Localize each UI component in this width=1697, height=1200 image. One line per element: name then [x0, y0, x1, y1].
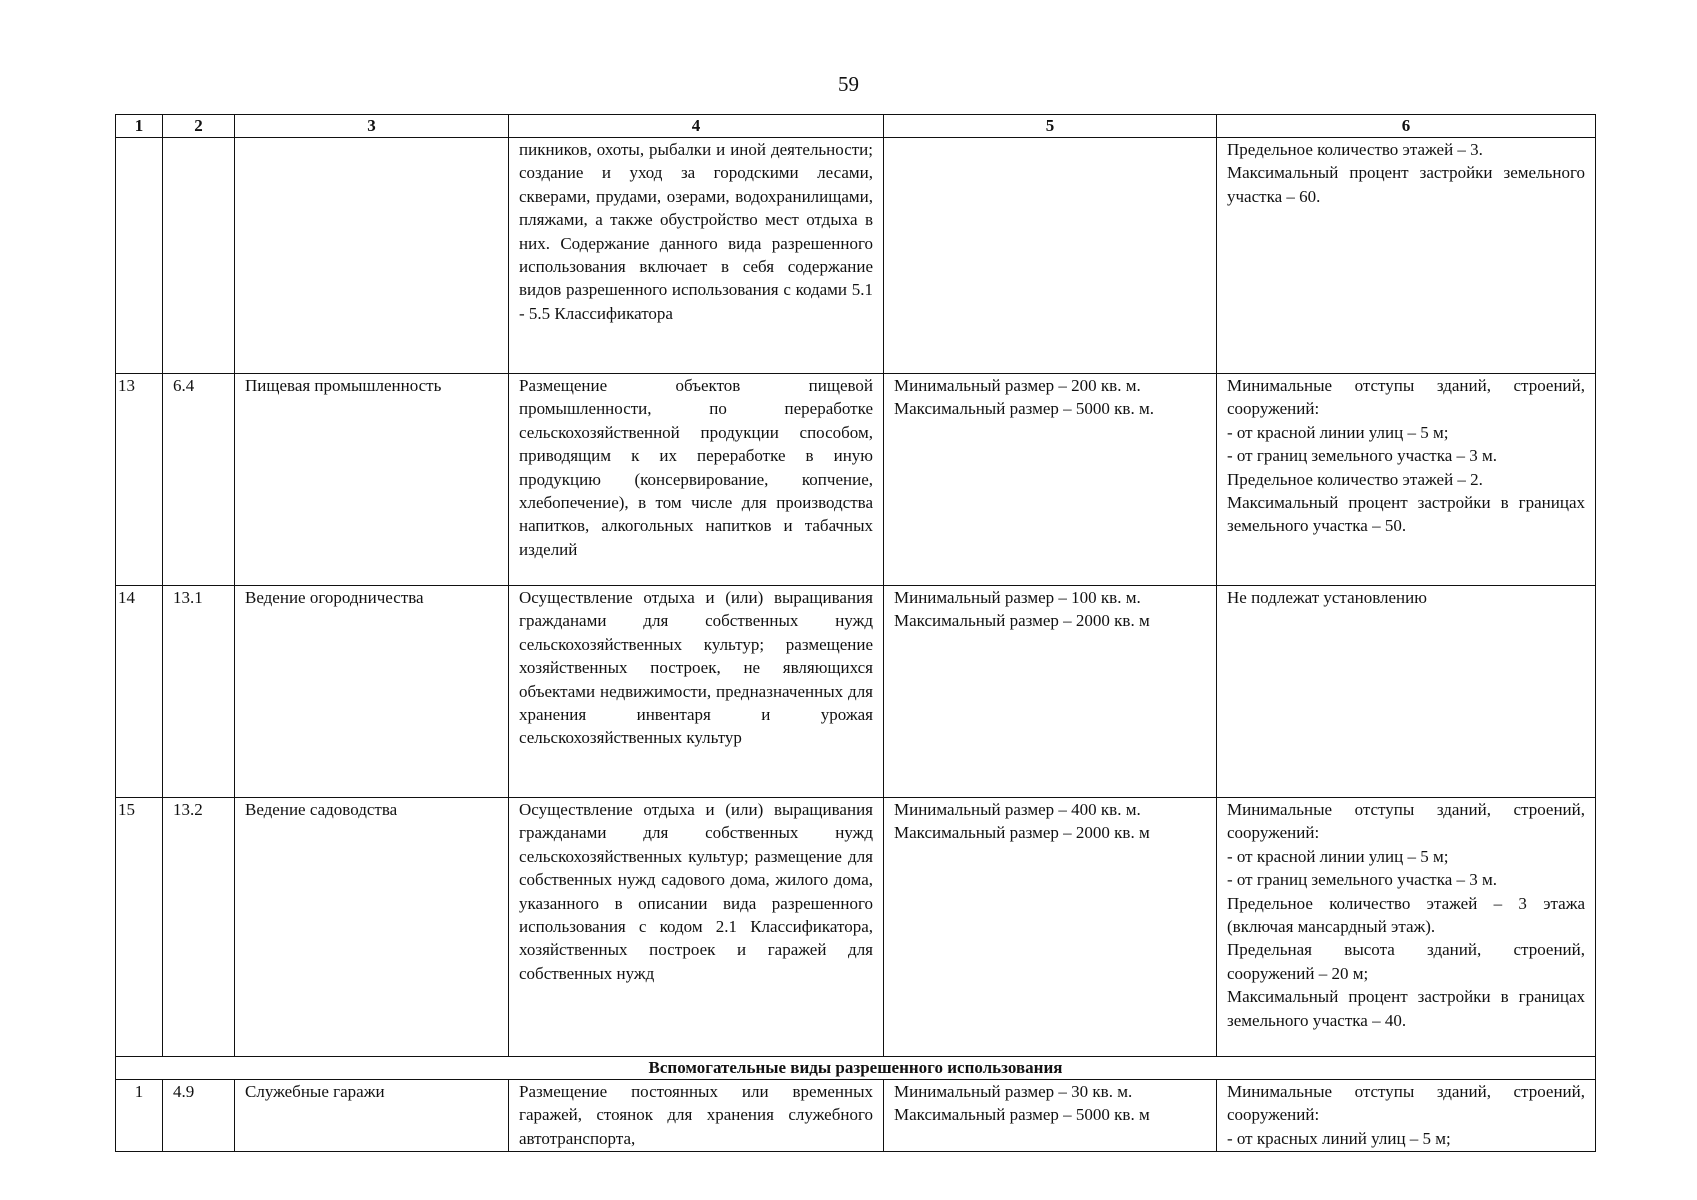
page-number: 59 — [838, 72, 859, 96]
size-max: Максимальный размер – 2000 кв. м — [894, 823, 1150, 843]
row-description: Размещение объектов пищевой промышленности, по переработке сельскохозяйственной продукции способом, приводящим к их переработке в иную продукцию (консервирование, копчение, хлебопечение), в том числе для производства напитков, алкогольных напитков и табачных изделий — [509, 374, 884, 586]
param-line: - от красной линии улиц – 5 м; — [1227, 846, 1449, 866]
row-params — [1217, 374, 1596, 586]
section-title: Вспомогательные виды разрешенного использования — [116, 1057, 1596, 1080]
column-header: 2 — [163, 115, 235, 138]
param-line: Минимальные отступы зданий, строений, сооружений: — [1227, 376, 1585, 419]
row-size — [884, 138, 1217, 374]
row-number: 13 — [116, 374, 163, 586]
param-line: Максимальный процент застройки земельного участка – 60. — [1227, 163, 1585, 206]
param-line: Минимальные отступы зданий, строений, сооружений: — [1227, 1082, 1585, 1125]
row-name: Служебные гаражи — [235, 1080, 509, 1152]
row-code: 4.9 — [163, 1080, 235, 1152]
row-size — [884, 586, 1217, 798]
row-code: 13.2 — [163, 798, 235, 1057]
param-line: Предельное количество этажей – 3. — [1227, 140, 1483, 159]
param-line: Предельная высота зданий, строений, сооружений – 20 м; — [1227, 940, 1585, 983]
table-row — [116, 138, 1596, 374]
row-description: пикников, охоты, рыбалки и иной деятельности; создание и уход за городскими лесами, скверами, прудами, озерами, водохранилищами, пляжами, а также обустройство мест отдыха в них. Содержание данного вида разрешенного использования включает в себя содержание видов разрешенного использования с кодами 5.1 - 5.5 Классификатора — [509, 138, 884, 374]
table-row — [116, 1080, 1596, 1152]
param-line: Не подлежат установлению — [1227, 588, 1427, 607]
column-header: 6 — [1217, 115, 1596, 138]
param-line: Максимальный процент застройки в границах земельного участка – 50. — [1227, 493, 1585, 536]
table-header-row — [116, 115, 1596, 138]
row-number: 14 — [116, 586, 163, 798]
row-name — [235, 138, 509, 374]
row-name: Ведение огородничества — [235, 586, 509, 798]
row-description: Размещение постоянных или временных гаражей, стоянок для хранения служебного автотранспорта, — [509, 1080, 884, 1152]
size-min: Минимальный размер – 100 кв. м. — [894, 588, 1141, 607]
row-code: 6.4 — [163, 374, 235, 586]
row-name: Ведение садоводства — [235, 798, 509, 1057]
param-line: - от границ земельного участка – 3 м. — [1227, 446, 1497, 466]
size-max: Максимальный размер – 5000 кв. м — [894, 1105, 1150, 1125]
row-name: Пищевая промышленность — [235, 374, 509, 586]
row-params — [1217, 586, 1596, 798]
size-min: Минимальный размер – 200 кв. м. — [894, 376, 1141, 395]
column-header: 5 — [884, 115, 1217, 138]
row-description: Осуществление отдыха и (или) выращивания гражданами для собственных нужд сельскохозяйственных культур; размещение для собственных нужд садового дома, жилого дома, указанного в описании вида разрешенного использования с кодом 2.1 Классификатора, хозяйственных построек и гаражей для собственных нужд — [509, 798, 884, 1057]
zoning-table — [115, 114, 1596, 1152]
row-size — [884, 1080, 1217, 1152]
column-header: 1 — [116, 115, 163, 138]
row-code — [163, 138, 235, 374]
row-number: 15 — [116, 798, 163, 1057]
row-number: 1 — [116, 1080, 163, 1152]
table-row — [116, 798, 1596, 1057]
row-params — [1217, 1080, 1596, 1152]
size-min: Минимальный размер – 400 кв. м. — [894, 800, 1141, 819]
row-size — [884, 374, 1217, 586]
table-row — [116, 586, 1596, 798]
param-line: Максимальный процент застройки в границах земельного участка – 40. — [1227, 987, 1585, 1030]
row-description: Осуществление отдыха и (или) выращивания гражданами для собственных нужд сельскохозяйственных культур; размещение хозяйственных построек, не являющихся объектами недвижимости, предназначенных для хранения инвентаря и урожая сельскохозяйственных культур — [509, 586, 884, 798]
param-line: Предельное количество этажей – 3 этажа (включая мансардный этаж). — [1227, 893, 1585, 937]
column-header: 3 — [235, 115, 509, 138]
row-params — [1217, 138, 1596, 374]
section-row — [116, 1057, 1596, 1080]
param-line: - от границ земельного участка – 3 м. — [1227, 870, 1497, 890]
param-line: - от красных линий улиц – 5 м; — [1227, 1128, 1451, 1148]
table-row — [116, 374, 1596, 586]
param-line: Предельное количество этажей – 2. — [1227, 469, 1483, 489]
column-header: 4 — [509, 115, 884, 138]
row-size — [884, 798, 1217, 1057]
size-max: Максимальный размер – 5000 кв. м. — [894, 399, 1154, 419]
size-max: Максимальный размер – 2000 кв. м — [894, 611, 1150, 631]
row-code: 13.1 — [163, 586, 235, 798]
param-line: - от красной линии улиц – 5 м; — [1227, 422, 1449, 442]
size-min: Минимальный размер – 30 кв. м. — [894, 1082, 1133, 1101]
row-params — [1217, 798, 1596, 1057]
param-line: Минимальные отступы зданий, строений, сооружений: — [1227, 800, 1585, 843]
row-number — [116, 138, 163, 374]
